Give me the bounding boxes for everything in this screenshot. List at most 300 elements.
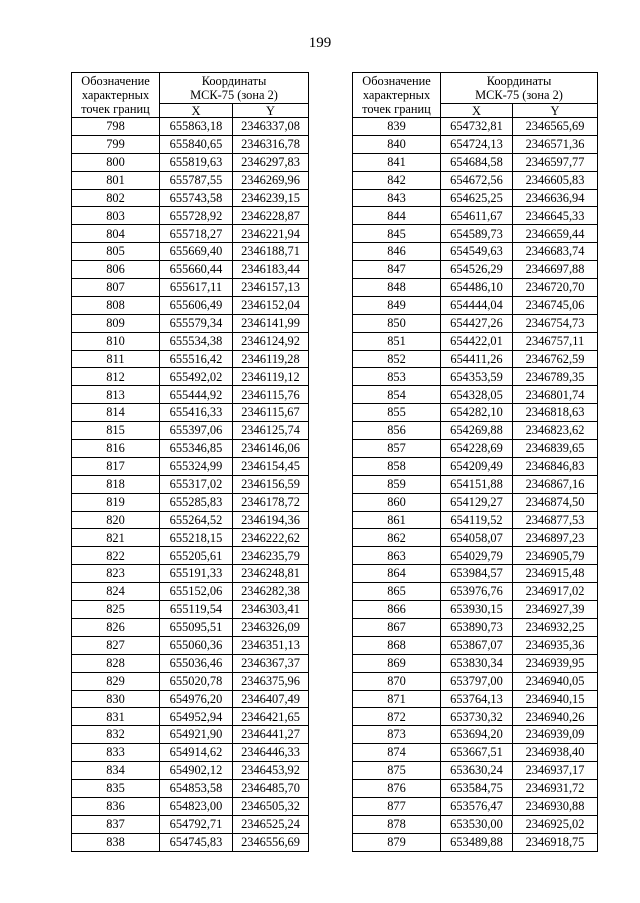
x-coordinate-cell: 655718,27 (160, 225, 233, 243)
table-row (72, 565, 309, 583)
y-coordinate-cell: 2346762,59 (513, 350, 598, 368)
table-row (353, 332, 598, 350)
point-number-cell: 829 (72, 672, 160, 690)
y-coordinate-cell: 2346937,17 (513, 762, 598, 780)
point-number-cell: 830 (72, 690, 160, 708)
table-row (353, 135, 598, 153)
point-number-cell: 851 (353, 332, 441, 350)
point-number-cell: 833 (72, 744, 160, 762)
x-coordinate-cell: 655317,02 (160, 475, 233, 493)
header-point-designation (353, 73, 441, 118)
table-row (72, 797, 309, 815)
table-row (72, 404, 309, 422)
point-number-cell: 832 (72, 726, 160, 744)
point-number-cell: 825 (72, 601, 160, 619)
y-coordinate-cell: 2346556,69 (233, 833, 309, 851)
point-number-cell: 853 (353, 368, 441, 386)
point-number-cell: 863 (353, 547, 441, 565)
table-row (353, 368, 598, 386)
table-row (72, 511, 309, 529)
y-coordinate-cell: 2346571,36 (513, 135, 598, 153)
x-coordinate-cell: 655534,38 (160, 332, 233, 350)
y-coordinate-cell: 2346565,69 (513, 118, 598, 136)
table-body-right (353, 118, 598, 852)
point-number-cell: 852 (353, 350, 441, 368)
table-row (353, 225, 598, 243)
x-coordinate-cell: 655119,54 (160, 601, 233, 619)
point-number-cell: 798 (72, 118, 160, 136)
table-row (353, 779, 598, 797)
y-coordinate-cell: 2346874,50 (513, 493, 598, 511)
y-coordinate-cell: 2346932,25 (513, 618, 598, 636)
table-row (72, 153, 309, 171)
table-row (72, 422, 309, 440)
point-number-cell: 859 (353, 475, 441, 493)
table-row (72, 672, 309, 690)
y-coordinate-cell: 2346927,39 (513, 601, 598, 619)
table-row (353, 672, 598, 690)
table-row (353, 153, 598, 171)
y-coordinate-cell: 2346235,79 (233, 547, 309, 565)
point-number-cell: 872 (353, 708, 441, 726)
y-coordinate-cell: 2346194,36 (233, 511, 309, 529)
point-number-cell: 799 (72, 135, 160, 153)
y-coordinate-cell: 2346152,04 (233, 296, 309, 314)
table-row (72, 529, 309, 547)
y-coordinate-cell: 2346877,53 (513, 511, 598, 529)
table-row (353, 243, 598, 261)
coordinates-table-right (352, 72, 598, 852)
x-coordinate-cell: 653667,51 (441, 744, 513, 762)
x-coordinate-cell: 654058,07 (441, 529, 513, 547)
x-coordinate-cell: 653930,15 (441, 601, 513, 619)
table-row (72, 690, 309, 708)
point-number-cell: 838 (72, 833, 160, 851)
header-point-line2: характерных (81, 88, 150, 102)
point-number-cell: 843 (353, 189, 441, 207)
x-coordinate-cell: 655492,02 (160, 368, 233, 386)
header-coords-line1: Координаты (201, 74, 267, 88)
table-row (72, 118, 309, 136)
x-coordinate-cell: 653797,00 (441, 672, 513, 690)
x-coordinate-cell: 653694,20 (441, 726, 513, 744)
table-row (353, 762, 598, 780)
point-number-cell: 868 (353, 636, 441, 654)
table-row (353, 171, 598, 189)
point-number-cell: 800 (72, 153, 160, 171)
x-coordinate-cell: 655324,99 (160, 457, 233, 475)
x-coordinate-cell: 655728,92 (160, 207, 233, 225)
x-coordinate-cell: 655397,06 (160, 422, 233, 440)
point-number-cell: 816 (72, 440, 160, 458)
x-coordinate-cell: 655444,92 (160, 386, 233, 404)
x-coordinate-cell: 655617,11 (160, 279, 233, 297)
y-coordinate-cell: 2346485,70 (233, 779, 309, 797)
table-row (353, 350, 598, 368)
table-row (353, 279, 598, 297)
y-coordinate-cell: 2346823,62 (513, 422, 598, 440)
point-number-cell: 848 (353, 279, 441, 297)
y-coordinate-cell: 2346453,92 (233, 762, 309, 780)
x-coordinate-cell: 655346,85 (160, 440, 233, 458)
table-row (353, 833, 598, 851)
point-number-cell: 810 (72, 332, 160, 350)
header-x: X (160, 104, 233, 118)
x-coordinate-cell: 654228,69 (441, 440, 513, 458)
point-number-cell: 822 (72, 547, 160, 565)
x-coordinate-cell: 654411,26 (441, 350, 513, 368)
y-coordinate-cell: 2346351,13 (233, 636, 309, 654)
x-coordinate-cell: 653530,00 (441, 815, 513, 833)
y-coordinate-cell: 2346446,33 (233, 744, 309, 762)
y-coordinate-cell: 2346697,88 (513, 261, 598, 279)
point-number-cell: 826 (72, 618, 160, 636)
x-coordinate-cell: 654119,52 (441, 511, 513, 529)
x-coordinate-cell: 655152,06 (160, 583, 233, 601)
y-coordinate-cell: 2346867,16 (513, 475, 598, 493)
x-coordinate-cell: 654526,29 (441, 261, 513, 279)
y-coordinate-cell: 2346940,05 (513, 672, 598, 690)
table-row (353, 618, 598, 636)
table-row (72, 779, 309, 797)
y-coordinate-cell: 2346905,79 (513, 547, 598, 565)
table-row (72, 475, 309, 493)
y-coordinate-cell: 2346248,81 (233, 565, 309, 583)
x-coordinate-cell: 653764,13 (441, 690, 513, 708)
table-row (353, 529, 598, 547)
point-number-cell: 878 (353, 815, 441, 833)
header-point-line2: характерных (362, 88, 431, 102)
header-coordinates (441, 73, 598, 104)
y-coordinate-cell: 2346939,09 (513, 726, 598, 744)
table-row (353, 690, 598, 708)
x-coordinate-cell: 654269,88 (441, 422, 513, 440)
x-coordinate-cell: 654976,20 (160, 690, 233, 708)
table-row (353, 493, 598, 511)
table-row (353, 404, 598, 422)
point-number-cell: 866 (353, 601, 441, 619)
point-number-cell: 815 (72, 422, 160, 440)
x-coordinate-cell: 655036,46 (160, 654, 233, 672)
x-coordinate-cell: 653867,07 (441, 636, 513, 654)
table-row (353, 565, 598, 583)
x-coordinate-cell: 654823,00 (160, 797, 233, 815)
table-row (353, 726, 598, 744)
y-coordinate-cell: 2346124,92 (233, 332, 309, 350)
x-coordinate-cell: 655285,83 (160, 493, 233, 511)
point-number-cell: 873 (353, 726, 441, 744)
y-coordinate-cell: 2346188,71 (233, 243, 309, 261)
point-number-cell: 864 (353, 565, 441, 583)
point-number-cell: 879 (353, 833, 441, 851)
x-coordinate-cell: 654732,81 (441, 118, 513, 136)
coordinates-table-left (71, 72, 309, 852)
table-row (353, 475, 598, 493)
point-number-cell: 849 (353, 296, 441, 314)
point-number-cell: 808 (72, 296, 160, 314)
header-point-line1: Обозначение (81, 74, 150, 88)
point-number-cell: 855 (353, 404, 441, 422)
x-coordinate-cell: 653576,47 (441, 797, 513, 815)
point-number-cell: 870 (353, 672, 441, 690)
point-number-cell: 835 (72, 779, 160, 797)
y-coordinate-cell: 2346940,15 (513, 690, 598, 708)
point-number-cell: 828 (72, 654, 160, 672)
x-coordinate-cell: 654129,27 (441, 493, 513, 511)
table-row (353, 547, 598, 565)
header-y: Y (233, 104, 309, 118)
point-number-cell: 841 (353, 153, 441, 171)
x-coordinate-cell: 655743,58 (160, 189, 233, 207)
table-row (72, 762, 309, 780)
table-row (72, 815, 309, 833)
y-coordinate-cell: 2346115,67 (233, 404, 309, 422)
header-point-line3: точек границ (362, 102, 431, 116)
table-row (72, 225, 309, 243)
table-row (72, 243, 309, 261)
x-coordinate-cell: 655516,42 (160, 350, 233, 368)
point-number-cell: 874 (353, 744, 441, 762)
y-coordinate-cell: 2346636,94 (513, 189, 598, 207)
x-coordinate-cell: 655669,40 (160, 243, 233, 261)
point-number-cell: 846 (353, 243, 441, 261)
y-coordinate-cell: 2346228,87 (233, 207, 309, 225)
x-coordinate-cell: 654745,83 (160, 833, 233, 851)
point-number-cell: 811 (72, 350, 160, 368)
table-row (72, 332, 309, 350)
x-coordinate-cell: 653630,24 (441, 762, 513, 780)
y-coordinate-cell: 2346917,02 (513, 583, 598, 601)
table-body-left (72, 118, 309, 852)
x-coordinate-cell: 653976,76 (441, 583, 513, 601)
table-row (353, 744, 598, 762)
point-number-cell: 844 (353, 207, 441, 225)
x-coordinate-cell: 654444,04 (441, 296, 513, 314)
table-row (353, 583, 598, 601)
y-coordinate-cell: 2346505,32 (233, 797, 309, 815)
x-coordinate-cell: 653584,75 (441, 779, 513, 797)
y-coordinate-cell: 2346407,49 (233, 690, 309, 708)
x-coordinate-cell: 655416,33 (160, 404, 233, 422)
y-coordinate-cell: 2346525,24 (233, 815, 309, 833)
table-row (72, 314, 309, 332)
point-number-cell: 801 (72, 171, 160, 189)
table-row (72, 636, 309, 654)
x-coordinate-cell: 654792,71 (160, 815, 233, 833)
table-row (72, 440, 309, 458)
point-number-cell: 862 (353, 529, 441, 547)
table-row (72, 744, 309, 762)
header-coords-line1: Координаты (486, 74, 552, 88)
y-coordinate-cell: 2346659,44 (513, 225, 598, 243)
table-row (353, 261, 598, 279)
y-coordinate-cell: 2346645,33 (513, 207, 598, 225)
point-number-cell: 845 (353, 225, 441, 243)
x-coordinate-cell: 654684,58 (441, 153, 513, 171)
y-coordinate-cell: 2346157,13 (233, 279, 309, 297)
y-coordinate-cell: 2346683,74 (513, 243, 598, 261)
point-number-cell: 865 (353, 583, 441, 601)
y-coordinate-cell: 2346940,26 (513, 708, 598, 726)
x-coordinate-cell: 654328,05 (441, 386, 513, 404)
point-number-cell: 804 (72, 225, 160, 243)
table-row (353, 207, 598, 225)
table-row (353, 636, 598, 654)
point-number-cell: 820 (72, 511, 160, 529)
x-coordinate-cell: 655787,55 (160, 171, 233, 189)
y-coordinate-cell: 2346282,38 (233, 583, 309, 601)
y-coordinate-cell: 2346938,40 (513, 744, 598, 762)
point-number-cell: 809 (72, 314, 160, 332)
table-row (353, 440, 598, 458)
x-coordinate-cell: 654611,67 (441, 207, 513, 225)
y-coordinate-cell: 2346818,63 (513, 404, 598, 422)
y-coordinate-cell: 2346839,65 (513, 440, 598, 458)
y-coordinate-cell: 2346367,37 (233, 654, 309, 672)
y-coordinate-cell: 2346925,02 (513, 815, 598, 833)
table-row (72, 618, 309, 636)
y-coordinate-cell: 2346222,62 (233, 529, 309, 547)
table-row (72, 601, 309, 619)
x-coordinate-cell: 654914,62 (160, 744, 233, 762)
y-coordinate-cell: 2346125,74 (233, 422, 309, 440)
y-coordinate-cell: 2346146,06 (233, 440, 309, 458)
y-coordinate-cell: 2346337,08 (233, 118, 309, 136)
table-row (72, 386, 309, 404)
point-number-cell: 813 (72, 386, 160, 404)
y-coordinate-cell: 2346757,11 (513, 332, 598, 350)
x-coordinate-cell: 654486,10 (441, 279, 513, 297)
point-number-cell: 871 (353, 690, 441, 708)
table-row (72, 261, 309, 279)
x-coordinate-cell: 654853,58 (160, 779, 233, 797)
point-number-cell: 869 (353, 654, 441, 672)
point-number-cell: 814 (72, 404, 160, 422)
point-number-cell: 837 (72, 815, 160, 833)
x-coordinate-cell: 653984,57 (441, 565, 513, 583)
point-number-cell: 812 (72, 368, 160, 386)
x-coordinate-cell: 653489,88 (441, 833, 513, 851)
point-number-cell: 823 (72, 565, 160, 583)
y-coordinate-cell: 2346754,73 (513, 314, 598, 332)
y-coordinate-cell: 2346597,77 (513, 153, 598, 171)
table-row (353, 314, 598, 332)
x-coordinate-cell: 654282,10 (441, 404, 513, 422)
x-coordinate-cell: 653890,73 (441, 618, 513, 636)
x-coordinate-cell: 654625,25 (441, 189, 513, 207)
point-number-cell: 854 (353, 386, 441, 404)
y-coordinate-cell: 2346239,15 (233, 189, 309, 207)
header-coords-line2: МСК-75 (зона 2) (475, 88, 563, 102)
point-number-cell: 850 (353, 314, 441, 332)
x-coordinate-cell: 653730,32 (441, 708, 513, 726)
point-number-cell: 867 (353, 618, 441, 636)
x-coordinate-cell: 654589,73 (441, 225, 513, 243)
point-number-cell: 831 (72, 708, 160, 726)
y-coordinate-cell: 2346156,59 (233, 475, 309, 493)
point-number-cell: 817 (72, 457, 160, 475)
table-row (72, 457, 309, 475)
x-coordinate-cell: 655606,49 (160, 296, 233, 314)
table-row (353, 457, 598, 475)
point-number-cell: 821 (72, 529, 160, 547)
table-row (72, 135, 309, 153)
point-number-cell: 858 (353, 457, 441, 475)
y-coordinate-cell: 2346915,48 (513, 565, 598, 583)
point-number-cell: 818 (72, 475, 160, 493)
table-row (353, 296, 598, 314)
table-row (72, 279, 309, 297)
x-coordinate-cell: 654209,49 (441, 457, 513, 475)
x-coordinate-cell: 655840,65 (160, 135, 233, 153)
x-coordinate-cell: 655819,63 (160, 153, 233, 171)
header-x: X (441, 104, 513, 118)
point-number-cell: 819 (72, 493, 160, 511)
x-coordinate-cell: 654427,26 (441, 314, 513, 332)
x-coordinate-cell: 655095,51 (160, 618, 233, 636)
point-number-cell: 840 (353, 135, 441, 153)
x-coordinate-cell: 654921,90 (160, 726, 233, 744)
y-coordinate-cell: 2346720,70 (513, 279, 598, 297)
x-coordinate-cell: 654952,94 (160, 708, 233, 726)
y-coordinate-cell: 2346221,94 (233, 225, 309, 243)
table-row (353, 511, 598, 529)
point-number-cell: 857 (353, 440, 441, 458)
header-y: Y (513, 104, 598, 118)
table-row (72, 708, 309, 726)
table-row (353, 797, 598, 815)
point-number-cell: 842 (353, 171, 441, 189)
y-coordinate-cell: 2346745,06 (513, 296, 598, 314)
table-row (353, 815, 598, 833)
point-number-cell: 806 (72, 261, 160, 279)
table-row (353, 708, 598, 726)
x-coordinate-cell: 655205,61 (160, 547, 233, 565)
x-coordinate-cell: 654422,01 (441, 332, 513, 350)
y-coordinate-cell: 2346119,12 (233, 368, 309, 386)
table-row (72, 654, 309, 672)
y-coordinate-cell: 2346441,27 (233, 726, 309, 744)
x-coordinate-cell: 654724,13 (441, 135, 513, 153)
table-row (72, 368, 309, 386)
x-coordinate-cell: 655863,18 (160, 118, 233, 136)
y-coordinate-cell: 2346935,36 (513, 636, 598, 654)
table-row (72, 296, 309, 314)
x-coordinate-cell: 655264,52 (160, 511, 233, 529)
y-coordinate-cell: 2346326,09 (233, 618, 309, 636)
y-coordinate-cell: 2346154,45 (233, 457, 309, 475)
table-row (72, 833, 309, 851)
header-coords-line2: МСК-75 (зона 2) (190, 88, 278, 102)
table-row (353, 601, 598, 619)
point-number-cell: 860 (353, 493, 441, 511)
y-coordinate-cell: 2346303,41 (233, 601, 309, 619)
point-number-cell: 805 (72, 243, 160, 261)
table-row (72, 189, 309, 207)
y-coordinate-cell: 2346931,72 (513, 779, 598, 797)
x-coordinate-cell: 655660,44 (160, 261, 233, 279)
x-coordinate-cell: 655579,34 (160, 314, 233, 332)
x-coordinate-cell: 655020,78 (160, 672, 233, 690)
table-row (72, 493, 309, 511)
point-number-cell: 803 (72, 207, 160, 225)
y-coordinate-cell: 2346141,99 (233, 314, 309, 332)
x-coordinate-cell: 654029,79 (441, 547, 513, 565)
point-number-cell: 876 (353, 779, 441, 797)
point-number-cell: 802 (72, 189, 160, 207)
y-coordinate-cell: 2346297,83 (233, 153, 309, 171)
y-coordinate-cell: 2346375,96 (233, 672, 309, 690)
